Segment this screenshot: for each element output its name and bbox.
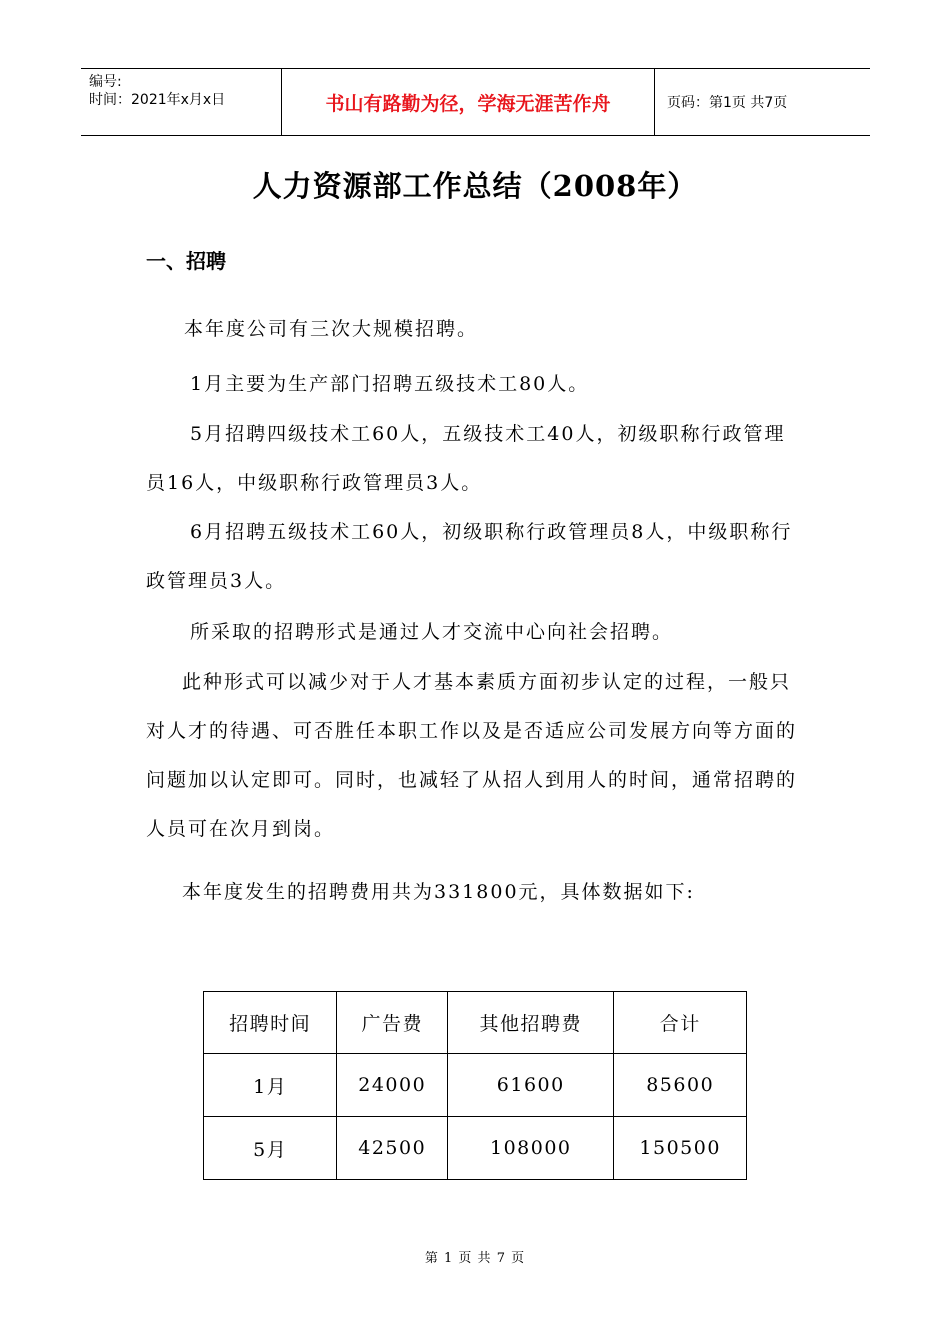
table-cell: 108000 bbox=[448, 1117, 614, 1180]
paragraph: 所采取的招聘形式是通过人才交流中心向社会招聘。 bbox=[190, 621, 674, 643]
table-header-cell: 招聘时间 bbox=[204, 992, 337, 1054]
paragraph: 6月招聘五级技术工60人，初级职称行政管理员8人，中级职称行政管理员3人。 bbox=[146, 521, 793, 592]
table-row bbox=[204, 1117, 747, 1180]
time-label: 时间：2021年x月x日 bbox=[89, 92, 226, 108]
table-cell: 85600 bbox=[614, 1054, 747, 1117]
table-cell: 150500 bbox=[614, 1117, 747, 1180]
recruitment-fee-table bbox=[203, 991, 747, 1180]
header-table bbox=[81, 68, 870, 136]
table-cell: 24000 bbox=[337, 1054, 448, 1117]
header-motto: 书山有路勤为径，学海无涯苦作舟 bbox=[282, 69, 655, 135]
table-header-cell: 其他招聘费 bbox=[448, 992, 614, 1054]
paragraph: 1月主要为生产部门招聘五级技术工80人。 bbox=[190, 373, 590, 395]
table-cell: 61600 bbox=[448, 1054, 614, 1117]
paragraph: 本年度公司有三次大规模招聘。 bbox=[184, 318, 479, 340]
paragraph: 本年度发生的招聘费用共为331800元，具体数据如下: bbox=[182, 881, 695, 903]
table-header-cell: 合计 bbox=[614, 992, 747, 1054]
paragraph: 此种形式可以减少对于人才基本素质方面初步认定的过程，一般只对人才的待遇、可否胜任本职工作以及是否适应公司发展方向等方面的问题加以认定即可。同时，也减轻了从招人到用人的时间，通常招聘的人员可在次月到岗。 bbox=[146, 671, 798, 840]
header-meta bbox=[81, 69, 282, 135]
table-cell: 1月 bbox=[204, 1054, 337, 1117]
table-header-cell: 广告费 bbox=[337, 992, 448, 1054]
header-page-info: 页码：第1页 共7页 bbox=[667, 95, 788, 111]
number-label: 编号: bbox=[89, 74, 122, 90]
paragraph: 5月招聘四级技术工60人，五级技术工40人，初级职称行政管理员16人，中级职称行政管理员3人。 bbox=[146, 423, 786, 494]
table-row bbox=[204, 1054, 747, 1117]
section-heading-recruitment: 一、招聘 bbox=[146, 249, 226, 273]
table-cell: 42500 bbox=[337, 1117, 448, 1180]
page-footer: 第 1 页 共 7 页 bbox=[424, 1251, 526, 1266]
table-header-row bbox=[204, 992, 747, 1054]
document-title: 人力资源部工作总结（2008年） bbox=[252, 169, 698, 203]
table-cell: 5月 bbox=[204, 1117, 337, 1180]
